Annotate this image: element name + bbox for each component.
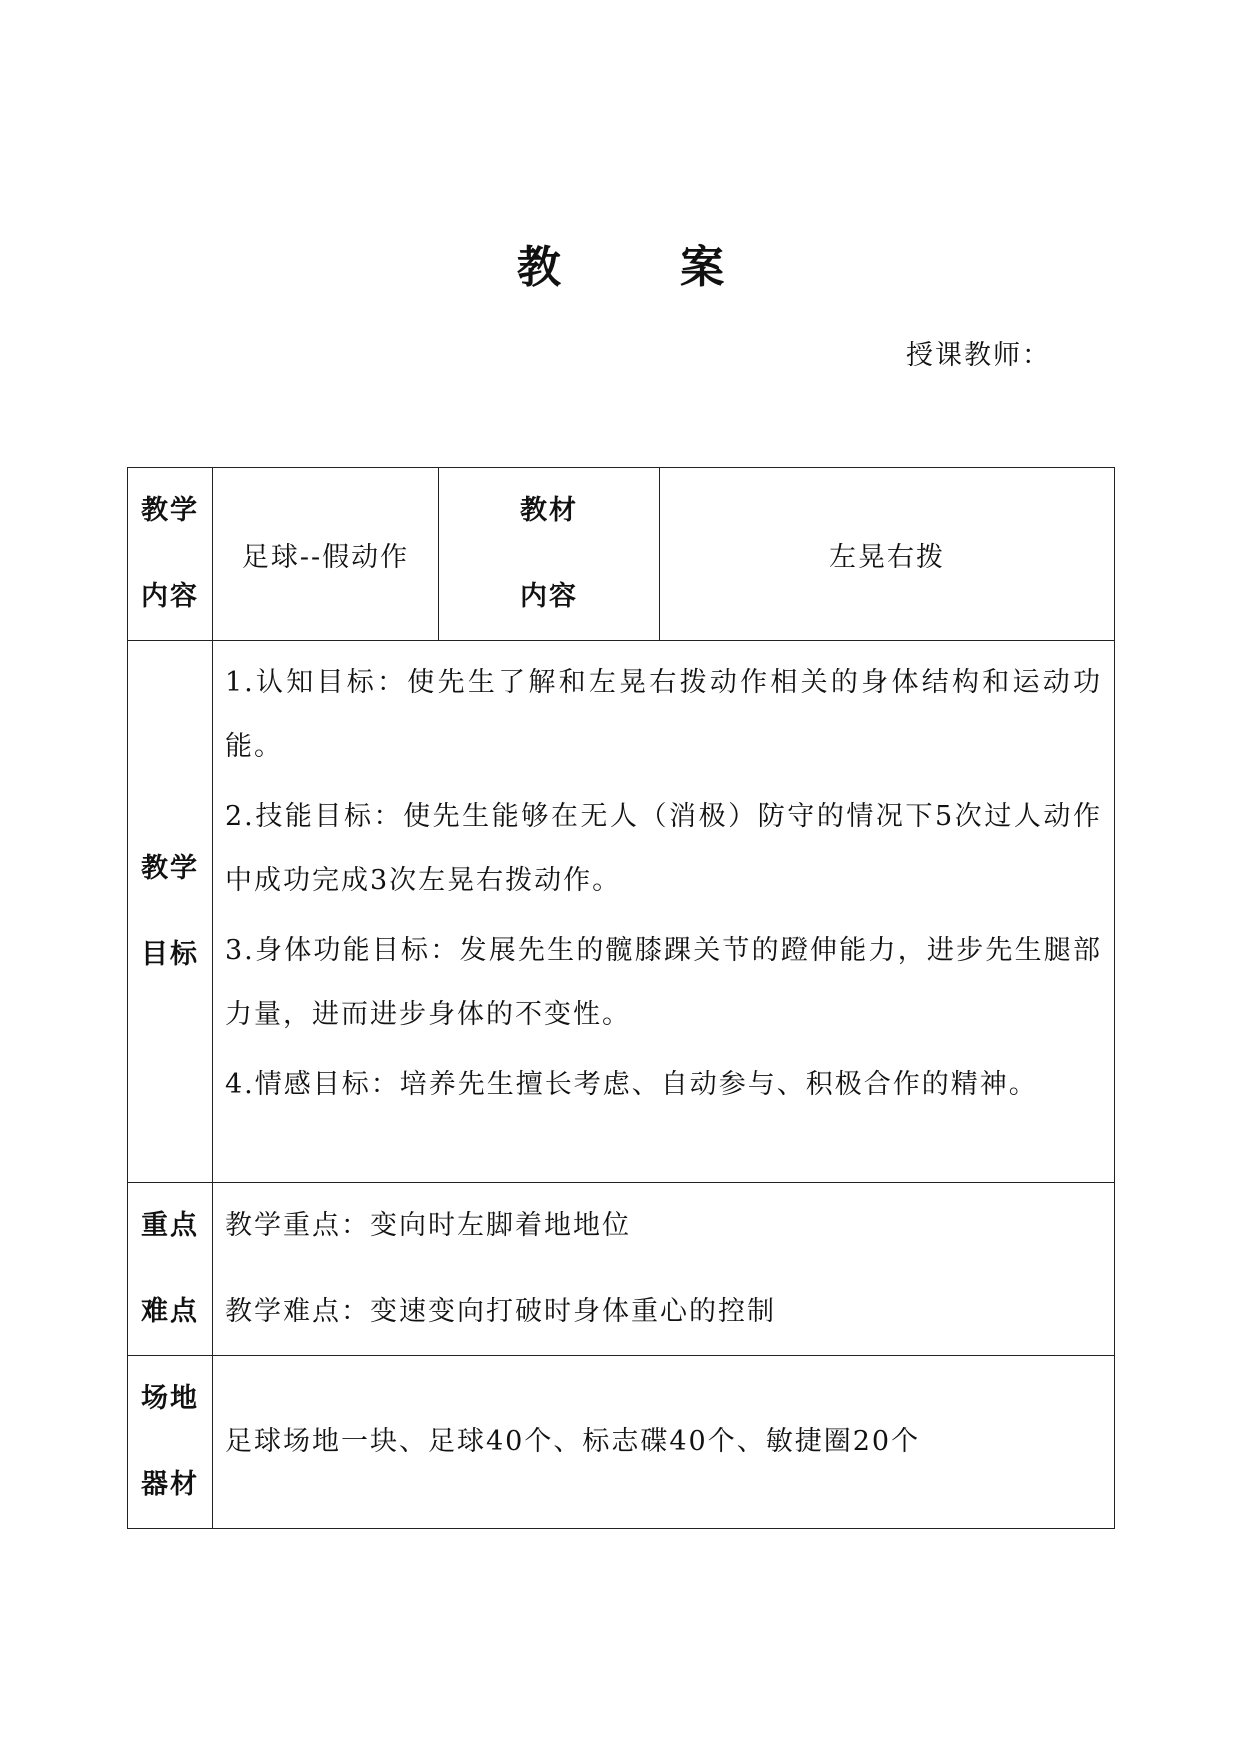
difficulty-text: 教学难点：变速变向打破时身体重心的控制: [225, 1296, 776, 1327]
key-point-text: 教学重点：变向时左脚着地地位: [225, 1210, 631, 1241]
objective-emotional: 4.情感目标：培养先生擅长考虑、自动参与、积极合作的精神。: [225, 1069, 1038, 1100]
lesson-plan-table: [127, 467, 1115, 1529]
key-difficult-content: [213, 1183, 1115, 1356]
teacher-label: 授课教师：: [906, 340, 1051, 371]
document-title: 教 案: [516, 242, 777, 293]
teaching-content-value: 足球--假动作: [213, 468, 439, 641]
venue-equipment-label: 场地 器材: [128, 1356, 213, 1529]
equipment-text: 足球场地一块、足球40个、标志碟40个、敏捷圈20个: [225, 1426, 921, 1457]
teaching-objectives-label: 教学 目标: [128, 641, 213, 1183]
teaching-content-label: 教学 内容: [128, 468, 213, 641]
key-difficult-label: 重点 难点: [128, 1183, 213, 1356]
venue-equipment-row: [128, 1356, 1115, 1529]
venue-equipment-content: [213, 1356, 1115, 1529]
objective-physical: 3.身体功能目标：发展先生的髋膝踝关节的蹬伸能力，进步先生腿部力量，进而进步身体的不变性。: [225, 935, 1102, 1030]
teaching-objectives-content: [213, 641, 1115, 1183]
key-difficult-row: [128, 1183, 1115, 1356]
objective-skill: 2.技能目标：使先生能够在无人（消极）防守的情况下5次过人动作中成功完成3次左晃右拨动作。: [225, 801, 1102, 896]
material-content-value: 左晃右拨: [660, 468, 1115, 641]
objective-cognitive: 1.认知目标：使先生了解和左晃右拨动作相关的身体结构和运动功能。: [225, 667, 1102, 762]
teaching-content-row: [128, 468, 1115, 641]
teaching-objectives-row: [128, 641, 1115, 1183]
material-content-label: 教材 内容: [439, 468, 660, 641]
